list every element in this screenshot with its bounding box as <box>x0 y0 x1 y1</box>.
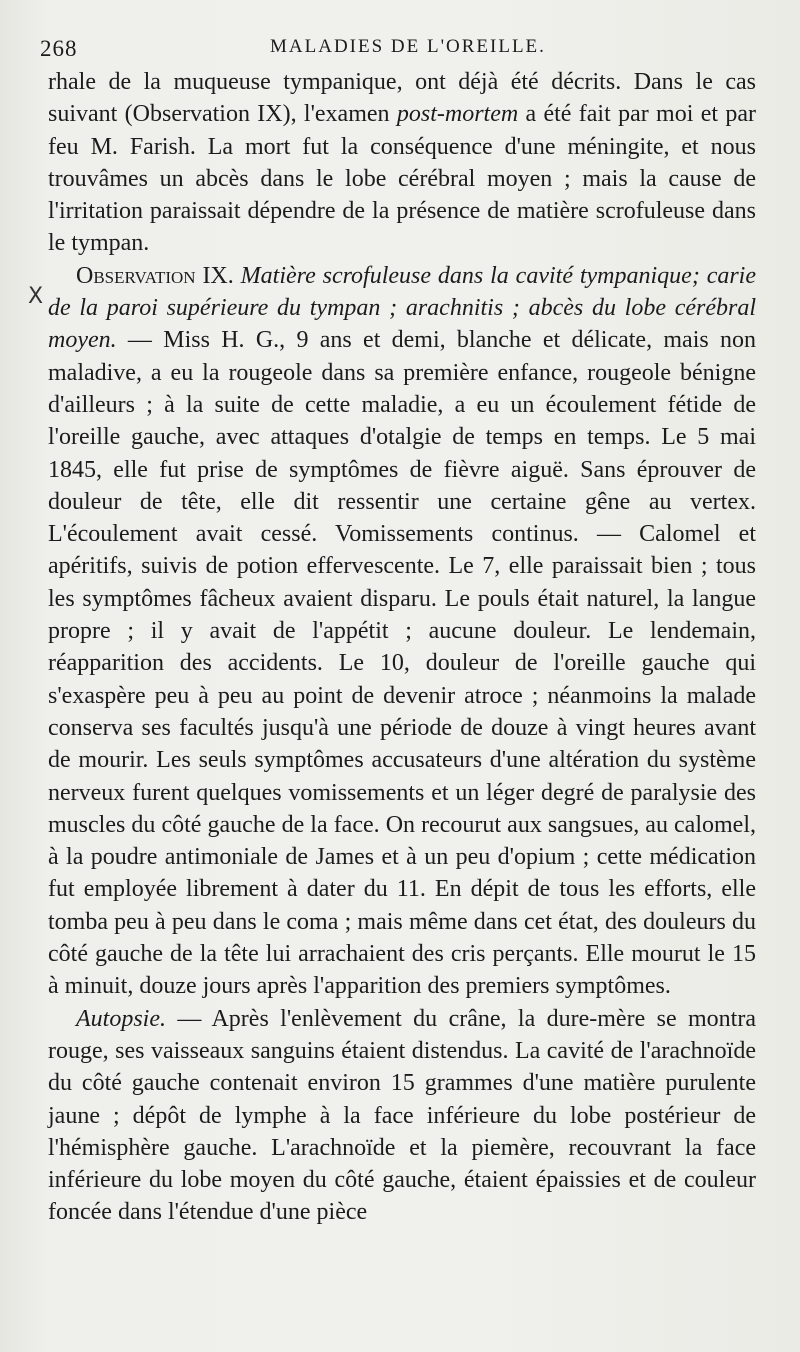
observation-title: Matière scrofuleuse dans la cavité tympanique; carie de la paroi supérieure du tympan ; arachnitis ; abcès du lobe cérébral moyen. <box>48 262 756 354</box>
autopsy-label: Autopsie. <box>76 1005 166 1032</box>
observation-label: Observation IX. <box>76 262 234 289</box>
paragraph-observation <box>48 260 756 1003</box>
paragraph-intro-text: rhale de la muqueuse tympanique, ont déjà été décrits. Dans le cas suivant (Observation IX), l'examen <box>48 69 756 128</box>
margin-annotation-mark: X <box>28 284 44 309</box>
autopsy-body: — Après l'enlèvement du crâne, la dure-mère se montra rouge, ses vaisseaux sanguins étaient distendus. La cavité de l'arachnoïde du côté gauche contenait environ 15 grammes d'une matière purulente jaune ; dépôt de lymphe à la face inférieure du lobe postérieur de l'hémisphère gauche. L'arachnoïde et la piemère, recouvrant la face inférieure du lobe moyen du côté gauche, étaient épaissies et de couleur foncée dans l'étendue d'une pièce <box>48 1005 756 1226</box>
page-header <box>40 30 755 66</box>
body-text <box>48 66 756 1229</box>
paragraph-intro <box>48 66 756 260</box>
page-number: 268 <box>40 36 78 61</box>
observation-body: — Miss H. G., 9 ans et demi, blanche et délicate, mais non maladive, a eu la rougeole dans sa première enfance, rougeole bénigne d'ailleurs ; à la suite de cette maladie, a eu un écoulement fétide de l'oreille gauche, avec attaques d'otalgie de temps en temps. Le 5 mai 1845, elle fut prise de symptômes de fièvre aiguë. Sans éprouver de douleur de tête, elle dit ressentir une certaine gêne au vertex. L'écoulement avait cessé. Vomissements continus. — Calomel et apéritifs, suivis de potion effervescente. Le 7, elle paraissait bien ; tous les symptômes fâcheux avaient disparu. Le pouls était naturel, la langue propre ; il y avait de l'appétit ; aucune douleur. Le lendemain, réapparition des accidents. Le 10, douleur de l'oreille gauche qui s'exaspère peu à peu au point de devenir atroce ; néanmoins la malade conserva ses facultés jusqu'à une période de douze à vingt heures avant de mourir. Les seuls symptômes accusateurs d'une altération du système nerveux furent quelques vomissements et un léger degré de paralysie des muscles du côté gauche de la face. On recourut aux sangsues, au calomel, à la poudre antimoniale de James et à un peu d'opium ; cette médication fut employée librement à dater du 11. En dépit de tous les efforts, elle tomba peu à peu dans le coma ; mais même dans cet état, des douleurs du côté gauche de la tête lui arrachaient des cris perçants. Elle mourut le 15 à minuit, douze jours après l'apparition des premiers symptômes. <box>48 327 756 1000</box>
paragraph-intro-italic: post-mortem <box>396 101 519 128</box>
paragraph-autopsy <box>48 1003 756 1229</box>
paragraph-intro-end: a été fait par moi et par feu M. Farish. La mort fut la conséquence d'une méningite, et nous trouvâmes un abcès dans le lobe cérébral moyen ; mais la cause de l'irritation paraissait dépendre de la présence de matière scrofuleuse dans le tympan. <box>48 101 756 257</box>
running-head: MALADIES DE L'OREILLE. <box>270 36 546 57</box>
